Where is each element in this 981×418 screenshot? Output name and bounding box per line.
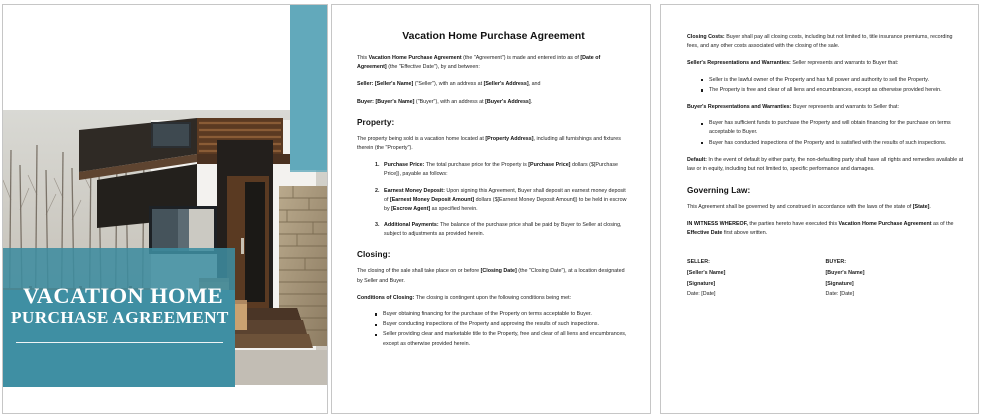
- governing-law-c: .: [929, 204, 931, 211]
- buyer-paragraph: [357, 98, 630, 107]
- seller-reps-paragraph: [687, 59, 964, 68]
- list-item: [381, 187, 630, 215]
- property-intro-paragraph: [357, 135, 630, 153]
- escrow-agent-placeholder: [Escrow Agent]: [391, 205, 431, 212]
- intro-text-e: (the "Effective Date"), by and between:: [386, 64, 480, 71]
- cover-title-line-1: VACATION HOME: [22, 283, 223, 308]
- heading-governing-law: Governing Law:: [687, 186, 751, 196]
- seller-tail-text: , and: [528, 81, 541, 88]
- signature-column-buyer: [826, 257, 965, 301]
- list-item: Buyer conducting inspections of the Property and approving the results of such inspections.: [383, 320, 630, 329]
- seller-signature-name[interactable]: [Seller's Name]: [687, 269, 726, 276]
- page-three-body: [661, 5, 979, 300]
- intro-paragraph: [357, 54, 630, 72]
- intro-text-a: This: [357, 55, 369, 61]
- buyer-tail-text: .: [530, 98, 533, 105]
- seller-signature-field[interactable]: [Signature]: [687, 280, 716, 287]
- conditions-intro-text: The closing is contingent upon the following conditions being met:: [414, 294, 572, 301]
- intro-text-c: (the "Agreement") is made and entered into as of: [461, 55, 581, 61]
- witness-paragraph: [687, 220, 964, 238]
- term-purchase-price-a: The total purchase price for the Property is: [424, 162, 529, 169]
- buyer-reps-label: Buyer's Representations and Warranties:: [687, 103, 792, 110]
- term-purchase-price-c: dollars ($[Purchase Price]), payable as follows:: [384, 162, 618, 178]
- witness-f: first above written.: [722, 230, 768, 237]
- list-item: Seller providing clear and marketable title to the Property, free and clear of all liens and encumbrances, except as otherwise provided herein.: [383, 330, 630, 348]
- seller-mid-text: ("Seller"), with an address at: [413, 81, 484, 88]
- term-earnest-money: Earnest Money Deposit:: [384, 187, 445, 194]
- governing-law-paragraph: [687, 203, 964, 212]
- list-item: The Property is free and clear of all liens and encumbrances, except as otherwise provided herein.: [709, 86, 964, 95]
- term-additional-a: The balance of the purchase price shall be paid by Buyer to Seller at closing, subject to adjustments as provided herein.: [384, 222, 622, 238]
- buyer-signature-heading: BUYER:: [825, 258, 846, 265]
- buyer-signature-name[interactable]: [Buyer's Name]: [825, 269, 865, 276]
- intro-agreement-name: Vacation Home Purchase Agreement: [368, 55, 462, 61]
- closing-costs-paragraph: [687, 33, 964, 51]
- page-three: [660, 4, 979, 414]
- closing-date-placeholder: [Closing Date]: [480, 268, 517, 275]
- witness-d: as of the: [931, 221, 954, 228]
- seller-reps-text: Seller represents and warrants to Buyer that:: [790, 60, 899, 67]
- cover-accent-bar-overlay: [290, 110, 327, 172]
- closing-conditions-list: [357, 310, 630, 349]
- seller-paragraph: [357, 80, 630, 89]
- default-label: Default:: [687, 156, 707, 163]
- buyer-reps-paragraph: [687, 103, 964, 112]
- closing-paragraph: [357, 267, 630, 285]
- buyer-mid-text: ("Buyer"), with an address at: [414, 98, 486, 105]
- seller-signature-heading: SELLER:: [687, 258, 710, 265]
- witness-agreement-name: Vacation Home Purchase Agreement: [838, 221, 932, 228]
- page-title: Vacation Home Purchase Agreement: [402, 31, 585, 42]
- page-two: [331, 4, 651, 414]
- conditions-label: Conditions of Closing:: [357, 294, 415, 301]
- list-item: [381, 161, 630, 179]
- seller-signature-date[interactable]: Date: [Date]: [687, 291, 716, 298]
- signature-column-seller: [687, 257, 826, 301]
- buyer-signature-field[interactable]: [Signature]: [825, 280, 854, 287]
- purchase-price-placeholder: [Purchase Price]: [528, 162, 571, 169]
- conditions-intro-paragraph: [357, 294, 630, 303]
- seller-address-placeholder: [Seller's Address]: [483, 81, 529, 88]
- buyer-name-placeholder: [Buyer's Name]: [375, 98, 415, 105]
- buyer-label: Buyer:: [357, 98, 374, 105]
- term-earnest-a: Upon signing this Agreement, Buyer shall deposit an earnest money deposit of: [384, 187, 626, 203]
- heading-property: Property:: [357, 117, 395, 127]
- cover-title-content: [3, 248, 235, 387]
- page-two-body: [332, 5, 651, 357]
- intro-date-placeholder: [Date of Agreement]: [357, 55, 601, 71]
- seller-reps-label: Seller's Representations and Warranties:: [687, 60, 791, 67]
- witness-b: the parties hereto have executed this: [747, 221, 839, 228]
- cover-title-line-2: PURCHASE AGREEMENT: [11, 308, 229, 328]
- term-earnest-c: dollars ($[Earnest Money Deposit Amount]) to be held in escrow by: [384, 196, 627, 212]
- closing-costs-text: Buyer shall pay all closing costs, including but not limited to, title insurance premiums, recording fees, and any other costs associated with the closing of the sale.: [687, 34, 953, 50]
- list-item: Buyer obtaining financing for the purchase of the Property on terms acceptable to Buyer.: [383, 310, 630, 319]
- property-intro-c: , including all furnishings and fixtures therein (the "Property").: [357, 135, 621, 151]
- governing-law-a: This Agreement shall be governed by and construed in accordance with the laws of the state of: [687, 204, 913, 211]
- heading-closing: Closing:: [357, 250, 391, 260]
- cover-divider-rule: [16, 342, 223, 344]
- seller-name-placeholder: [Seller's Name]: [374, 81, 414, 88]
- witness-lead: IN WITNESS WHEREOF,: [687, 221, 748, 228]
- closing-text-c: (the "Closing Date"), at a location designated by Seller and Buyer.: [357, 268, 625, 284]
- property-intro-a: The property being sold is a vacation home located at: [357, 135, 486, 142]
- list-item: Buyer has conducted inspections of the Property and is satisfied with the results of such inspections.: [709, 139, 964, 148]
- seller-reps-list: [687, 76, 964, 95]
- property-address-placeholder: [Property Address]: [485, 135, 534, 142]
- cover-canvas: [3, 5, 327, 413]
- term-additional-payments: Additional Payments:: [384, 222, 439, 229]
- closing-text-a: The closing of the sale shall take place on or before: [357, 268, 481, 275]
- buyer-reps-text: Buyer represents and warrants to Seller that:: [791, 103, 899, 110]
- list-item: [381, 221, 630, 239]
- list-item: Seller is the lawful owner of the Property and has full power and authority to sell the Property.: [709, 76, 964, 85]
- default-text: In the event of default by either party, the non-defaulting party shall have all rights and remedies available at law or in equity, including but not limited to, specific performance and damages.: [687, 156, 964, 172]
- closing-costs-label: Closing Costs:: [687, 34, 725, 40]
- state-placeholder: [State]: [912, 204, 930, 211]
- term-purchase-price: Purchase Price:: [384, 162, 425, 169]
- signature-block: [687, 257, 964, 301]
- default-paragraph: [687, 156, 964, 174]
- buyer-signature-date[interactable]: Date: [Date]: [825, 291, 855, 298]
- witness-effective-date: Effective Date: [687, 230, 723, 237]
- list-item: Buyer has sufficient funds to purchase the Property and will obtain financing for the purchase on terms acceptable to Buyer.: [709, 119, 964, 137]
- page-cover: [2, 4, 328, 414]
- earnest-amount-placeholder: [Earnest Money Deposit Amount]: [389, 196, 475, 203]
- buyer-address-placeholder: [Buyer's Address]: [485, 98, 531, 105]
- buyer-reps-list: [687, 119, 964, 148]
- seller-label: Seller:: [357, 81, 374, 88]
- term-earnest-e: as specified herein.: [430, 205, 478, 212]
- property-terms-list: [357, 161, 630, 239]
